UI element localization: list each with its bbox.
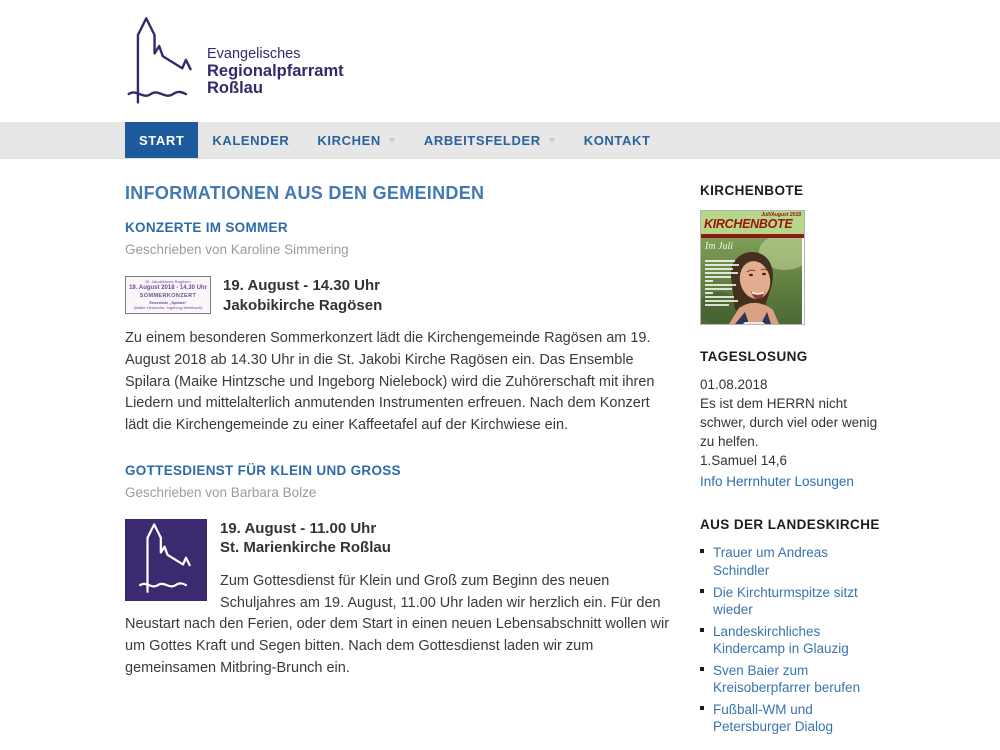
church-outline-icon: [125, 12, 197, 111]
landeskirche-link-list: [700, 544, 880, 735]
landeskirche-link[interactable]: Trauer um Andreas Schindler: [713, 545, 829, 578]
article-title[interactable]: KONZERTE IM SOMMER: [125, 220, 288, 235]
content-area: [125, 159, 1000, 740]
nav-item-arbeitsfelder[interactable]: [410, 122, 570, 158]
tageslosung-reference: 1.Samuel 14,6: [700, 452, 788, 468]
landeskirche-link[interactable]: Landeskirchliches Kindercamp in Glauzig: [713, 623, 849, 657]
tageslosung-verse: Es ist dem HERRN nicht schwer, durch viel oder wenig zu helfen.: [700, 395, 878, 449]
page-title: INFORMATIONEN AUS DEN GEMEINDEN: [125, 183, 485, 203]
logo-line-2: Regionalpfarramt: [207, 62, 344, 80]
spacer: [700, 489, 880, 511]
article-title[interactable]: GOTTESDIENST FÜR KLEIN UND GROSS: [125, 462, 401, 478]
cover-text-lines: [705, 260, 739, 308]
article-byline: Geschrieben von Barbara Bolze: [125, 484, 317, 500]
cover-photo: [701, 238, 804, 324]
cover-issue-date: Juli/August 2018: [761, 212, 801, 218]
site-header: [0, 0, 1000, 122]
event-date: 19. August - 14.30 Uhr: [223, 277, 380, 294]
nav-items: [125, 122, 1000, 158]
nav-label-arbeitsfelder: ARBEITSFELDER: [423, 132, 541, 148]
nav-label-kontakt: KONTAKT: [583, 132, 651, 148]
cover-masthead-band: [701, 211, 804, 234]
flyer-line: (Maike Hintzsche, Ingeborg Nielebock): [133, 305, 203, 310]
herrnhuter-losungen-link[interactable]: Info Herrnhuter Losungen: [700, 474, 854, 490]
nav-label-start: START: [139, 132, 185, 148]
list-item: [700, 544, 880, 579]
article-thumbnail-church[interactable]: [125, 519, 207, 601]
list-item: [700, 701, 880, 736]
logo-line-3: Roßlau: [207, 79, 263, 97]
flyer-line: SOMMERKONZERT: [139, 293, 197, 299]
chevron-down-icon: [548, 138, 556, 143]
flyer-line: 19. August 2018 - 14.30 Uhr: [129, 285, 207, 291]
sidebar: [700, 177, 880, 740]
nav-item-kirchen[interactable]: [303, 122, 409, 158]
logo-line-1: Evangelisches: [207, 46, 301, 62]
landeskirche-link[interactable]: Die Kirchturmspitze sitzt wieder: [713, 584, 858, 618]
sidebar-heading-tageslosung: TAGESLOSUNG: [700, 349, 808, 364]
article-thumbnail-flyer[interactable]: [125, 276, 211, 314]
list-item: [700, 584, 880, 619]
article-gottesdienst: [125, 463, 670, 680]
list-item: [700, 623, 880, 658]
logo-text: [207, 46, 344, 111]
cover-headline: Im Juli: [705, 241, 734, 252]
flyer-line: Ensemble „Spilara“: [149, 300, 187, 305]
nav-item-kalender[interactable]: [198, 122, 303, 158]
nav-label-kirchen: KIRCHEN: [317, 132, 381, 148]
article-konzerte-im-sommer: [125, 220, 670, 437]
landeskirche-link[interactable]: Fußball-WM und Petersburger Dialog: [713, 701, 834, 735]
article-body: Zum Gottesdienst für Klein und Groß zum Beginn des neuen Schuljahres am 19. August, 11.00 Uhr laden wir herzlich ein. Für den Neustart nach den Ferien, oder dem Start in einen neuen Lebensabschnitt wollen wir um Gottes Kraft und Segen bitten. Nach dem Gottesdienst laden wir zum gemeinsamen Mitbring-Brunch ein.: [125, 572, 670, 676]
nav-item-start[interactable]: [125, 122, 198, 158]
church-outline-icon: [132, 520, 200, 599]
main-column: [125, 177, 670, 740]
event-location: St. Marienkirche Roßlau: [220, 539, 391, 557]
main-navbar: [0, 122, 1000, 159]
cover-masthead-title: KIRCHENBOTE: [704, 217, 793, 231]
nav-label-kalender: KALENDER: [212, 132, 290, 148]
sidebar-heading-landeskirche: AUS DER LANDESKIRCHE: [700, 517, 880, 533]
article-byline: Geschrieben von Karoline Simmering: [125, 242, 349, 257]
list-item: [700, 662, 880, 697]
sidebar-heading-kirchenbote: KIRCHENBOTE: [700, 183, 804, 198]
event-date: 19. August - 11.00 Uhr: [220, 519, 377, 537]
nav-item-kontakt[interactable]: [570, 122, 665, 158]
tageslosung-date: 01.08.2018: [700, 377, 768, 392]
event-location: Jakobikirche Ragösen: [223, 296, 383, 314]
kirchenbote-cover-image[interactable]: [700, 210, 805, 325]
article-body: Zu einem besonderen Sommerkonzert lädt die Kirchengemeinde Ragösen am 19. August 2018 ab 14.30 Uhr in die St. Jakobi Kirche Ragösen ein. Das Ensemble Spilara (Maike Hintzsche und Ingeborg Nielebock) wird die Zuhörerschaft mit ihren Liedern und mittelalterlich anmutenden Instrumenten erfreuen. Nach dem Konzert lädt die Kirchengemeinde zu einer Kaffeetafel auf der Kirchwiese ein.: [125, 330, 655, 433]
chevron-down-icon: [388, 138, 396, 143]
landeskirche-link[interactable]: Sven Baier zum Kreisoberpfarrer berufen: [713, 662, 861, 696]
flyer-line: St. Jakobikirche Ragösen: [145, 279, 191, 284]
site-logo[interactable]: [125, 0, 385, 111]
